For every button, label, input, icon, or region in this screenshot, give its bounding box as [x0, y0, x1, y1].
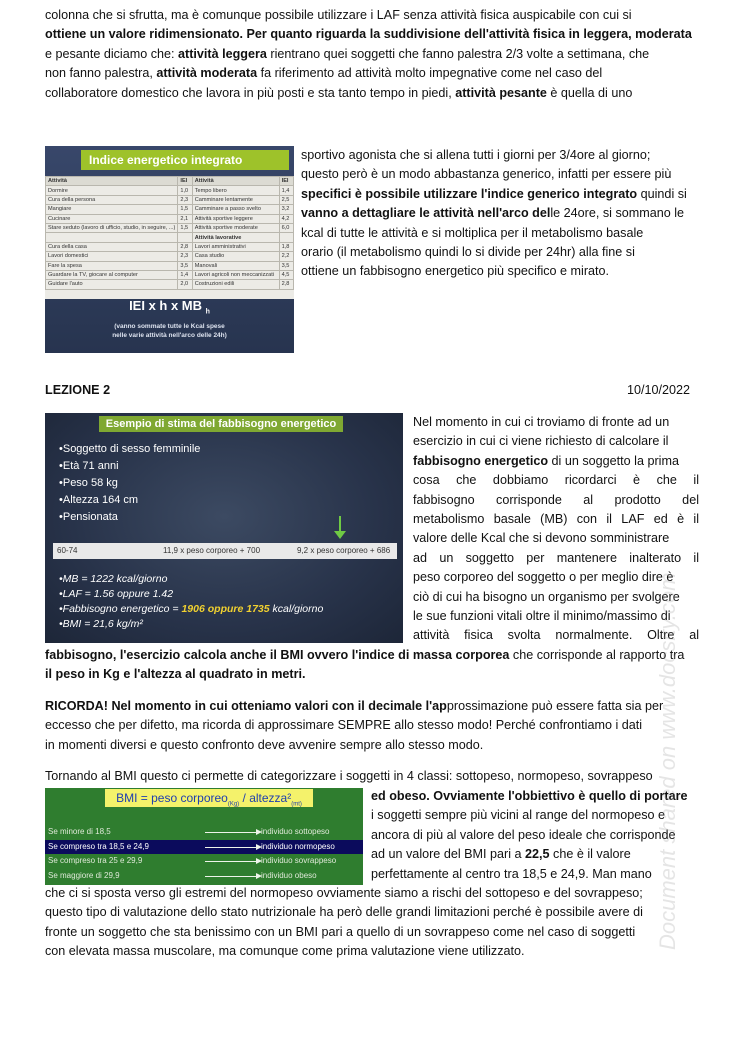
formula-bar — [53, 543, 397, 559]
lesson-title: LEZIONE 2 — [45, 383, 111, 397]
table-cell: Casa studio — [192, 252, 279, 261]
table-row — [46, 233, 294, 242]
table-cell: 2,8 — [279, 280, 293, 289]
table-row — [46, 242, 294, 251]
table-cell: 2,0 — [178, 280, 192, 289]
table-cell: 1,8 — [279, 242, 293, 251]
lesson-date: 10/10/2022 — [627, 383, 691, 397]
table-cell: 1,5 — [178, 223, 192, 232]
text-line: Tornando al BMI questo ci permette di categorizzare i soggetti in 4 classi: sottopeso, normopeso, sovrappeso — [45, 769, 653, 783]
text-line: colonna che si sfrutta, ma è comunque possibile utilizzare i LAF senza attività fisica auspicabile con cui si — [45, 8, 632, 22]
table-cell — [279, 233, 293, 242]
table-row — [46, 261, 294, 270]
table-row — [46, 223, 294, 232]
text-line: fronte un soggetto che sta benissimo con un BMI pari a quello di un sovrappeso come nel caso di soggetti — [45, 924, 636, 939]
table-cell: 2,3 — [178, 252, 192, 261]
result-bmi: •BMI = 21,6 kg/m² — [59, 618, 143, 630]
bmi-formula: BMI = peso corporeo$_{(Kg)}$ / $altezza^2_{(mt)}$ — [105, 789, 313, 807]
text-line: attività fisica svolta normalmente. Oltre al — [413, 628, 699, 643]
table-row — [46, 195, 294, 204]
text-line: fabbisogno corrisponde al prodotto del — [413, 492, 699, 507]
formula-male: 11,9 x peso corporeo + 700 — [163, 546, 261, 555]
table-row — [46, 214, 294, 223]
text-line: metabolismo basale (MB) con il LAF ed è il — [413, 512, 699, 527]
table-cell: Manovali — [192, 261, 279, 270]
text-line: ottiene un fabbisogno energetico più specifico e mirato. — [301, 264, 610, 279]
table-cell: 1,0 — [178, 186, 192, 195]
table-cell: Costruzioni edili — [192, 280, 279, 289]
table-cell: Guardare la TV, giocare al computer — [46, 270, 178, 279]
formula: IEI x h x MB $_h$ — [129, 298, 210, 316]
text-line: ancora di più al valore del peso ideale che corrisponde — [371, 827, 676, 842]
watermark: Document shared on www.docsity.com — [655, 572, 680, 950]
table-row — [46, 280, 294, 289]
table-cell: 4,5 — [279, 270, 293, 279]
text-line: vanno a dettagliare le attività nell'arco delle 24ore, si sommano le — [301, 206, 685, 221]
text-line: i soggetti sempre più vicini al range del normopeso e — [371, 808, 666, 823]
text-line: con elevata massa muscolare, ma comunque come prima valutazione viene utilizzato. — [45, 944, 525, 959]
arrow-right-icon — [205, 832, 257, 833]
text-line: perfettamente al centro tra 18,5 e 24,9. Man mano — [371, 866, 652, 881]
list-item: •Età 71 anni — [59, 460, 119, 472]
text-line: RICORDA! Nel momento in cui otteniamo valori con il decimale l'approssimazione può essere fatta sia per — [45, 699, 664, 713]
bmi-row-obeso: Se maggiore di 29,9 individuo obeso — [48, 871, 317, 880]
result-fabbisogno: •Fabbisogno energetico = 1906 oppure 1735 kcal/giorno — [59, 603, 324, 615]
text-line: fabbisogno, l'esercizio calcola anche il BMI ovvero l'indice di massa corporea che corrisponde al rapporto tra — [45, 648, 685, 662]
table-cell: Attività sportive leggere — [192, 214, 279, 223]
table-row — [46, 252, 294, 261]
table-cell: Cucinare — [46, 214, 178, 223]
table-cell: 3,2 — [279, 205, 293, 214]
table-cell: 3,5 — [279, 261, 293, 270]
table-row — [46, 186, 294, 195]
text-line: ad un soggetto per mantenere inalterato il — [413, 550, 699, 565]
paragraph-bmi-classes — [45, 767, 699, 786]
table-cell: Guidare l'auto — [46, 280, 178, 289]
text-line: Nel momento in cui ci troviamo di fronte ad un — [413, 415, 670, 429]
table-cell: Fare la spesa — [46, 261, 178, 270]
results-list — [59, 572, 323, 632]
header-cell: IEI — [279, 177, 293, 186]
table-cell: 6,0 — [279, 223, 293, 232]
table-row — [46, 205, 294, 214]
text-line: in momenti diversi e questo confronto deve avvenire sempre allo stesso modo. — [45, 737, 484, 752]
formula-female: 9,2 x peso corporeo + 686 — [297, 546, 391, 555]
paragraph-bmi-definition — [45, 646, 699, 685]
table-cell — [178, 233, 192, 242]
text-line: valore delle Kcal che si devono somministrare — [413, 531, 670, 546]
paragraph-iei — [301, 146, 699, 282]
table-cell: 1,5 — [178, 205, 192, 214]
text-line: che ci si sposta verso gli estremi del normopeso ovviamente siamo a rischi del sottopeso e del sovrappeso; — [45, 886, 643, 900]
header-cell: Attività — [192, 177, 279, 186]
age-range: 60-74 — [57, 546, 78, 555]
table-row — [46, 270, 294, 279]
text-line: ottiene un valore ridimensionato. Per quanto riguarda la suddivisione dell'attività fisica in leggera, moderata — [45, 27, 692, 42]
header-cell: IEI — [178, 177, 192, 186]
table-cell: Attività sportive moderate — [192, 223, 279, 232]
table-cell: Camminare lentamente — [192, 195, 279, 204]
table-cell: Cura della casa — [46, 242, 178, 251]
slide-bmi-table — [45, 788, 363, 885]
table-cell: 1,4 — [279, 186, 293, 195]
arrow-right-icon — [205, 847, 257, 848]
result-mb: •MB = 1222 kcal/giorno — [59, 573, 168, 585]
table-cell: Tempo libero — [192, 186, 279, 195]
text-line: non fanno palestra, attività moderata fa riferimento ad attività molto impegnative come nel caso del — [45, 66, 603, 81]
table-cell: Stare seduto (lavoro di ufficio, studio, in seguire, ...) — [46, 223, 178, 232]
header-cell: Attività — [46, 177, 178, 186]
text-line: peso corporeo del soggetto o per meglio dire è — [413, 570, 674, 585]
table-cell: 4,2 — [279, 214, 293, 223]
text-line: eccesso che per difetto, ma ricorda di approssimare SEMPRE allo stesso modo! Perché confrontiamo i dati — [45, 718, 643, 733]
list-item: •Altezza 164 cm — [59, 494, 139, 506]
slide-title: Indice energetico integrato — [81, 150, 289, 170]
activity-table — [45, 176, 294, 299]
list-item: •Pensionata — [59, 511, 118, 523]
table-cell: Lavori domestici — [46, 252, 178, 261]
arrow-head-icon — [334, 531, 346, 539]
table-cell: 2,1 — [178, 214, 192, 223]
text-line: fabbisogno energetico di un soggetto la prima — [413, 453, 679, 468]
paragraph-ricorda — [45, 697, 699, 755]
bmi-row-normopeso: Se compreso tra 18,5 e 24,9 individuo normopeso — [45, 840, 363, 854]
text-line: il peso in Kg e l'altezza al quadrato in metri. — [45, 667, 306, 682]
arrow-right-icon — [205, 876, 257, 877]
formula-block — [45, 296, 294, 340]
table-cell: 3,5 — [178, 261, 192, 270]
bmi-row-sottopeso: Se minore di 18,5 individuo sottopeso — [48, 827, 330, 836]
paragraph-intro — [45, 6, 699, 103]
text-line: esercizio in cui ci viene richiesto di calcolare il — [413, 434, 669, 449]
table-header-row — [46, 177, 294, 186]
text-line: sportivo agonista che si allena tutti i giorni per 3/4ore al giorno; — [301, 148, 651, 162]
result-laf: •LAF = 1.56 oppure 1.42 — [59, 588, 174, 600]
slide-indice-energetico — [45, 146, 294, 353]
table-cell: 2,3 — [178, 195, 192, 204]
table-cell: 2,8 — [178, 242, 192, 251]
subject-list — [59, 441, 200, 526]
slide-title: Esempio di stima del fabbisogno energetico — [99, 416, 343, 432]
text-line: questo tipo di valutazione dello stato nutrizionale ha però delle grandi limitazioni perché è possibile avere di — [45, 905, 643, 920]
text-line: orario (il metabolismo quindi lo si divide per 24hr) alla fine si — [301, 245, 635, 260]
text-line: le sue funzioni vitali oltre il minimo/massimo di — [413, 609, 671, 624]
bmi-row-sovrappeso: Se compreso tra 25 e 29,9 individuo sovrappeso — [48, 856, 337, 865]
list-item: •Peso 58 kg — [59, 477, 118, 489]
paragraph-bmi-end — [45, 884, 699, 962]
text-line: collaboratore domestico che lavora in più posti e sta tanto tempo in piedi, attività pesante è quella di uno — [45, 85, 633, 100]
text-line: ad un valore del BMI pari a 22,5 che è il valore — [371, 847, 631, 862]
list-item: •Soggetto di sesso femminile — [59, 443, 201, 455]
table-cell: 2,5 — [279, 195, 293, 204]
slide-esempio-fabbisogno — [45, 413, 403, 643]
arrow-right-icon — [205, 861, 257, 862]
text-line: ed obeso. Ovviamente l'obbiettivo è quello di portare — [371, 789, 688, 803]
text-line: e pesante diciamo che: attività leggera rientrano quei soggetti che fanno palestra 2/3 volte a settimana, che — [45, 46, 650, 61]
text-line: specifici è possibile utilizzare l'indice generico integrato quindi si — [301, 186, 687, 201]
table-cell: Camminare a passo svelto — [192, 205, 279, 214]
paragraph-bmi-right — [371, 787, 699, 884]
table-cell: Attività lavorative — [192, 233, 279, 242]
table-cell: Cura della persona — [46, 195, 178, 204]
table-cell: Lavori agricoli non meccanizzati — [192, 270, 279, 279]
table-cell: 2,2 — [279, 252, 293, 261]
table-cell: Dormire — [46, 186, 178, 195]
table-cell: 1,4 — [178, 270, 192, 279]
text-line: ciò di cui ha bisogno un organismo per svolgere — [413, 589, 680, 604]
table-cell — [46, 233, 178, 242]
text-line: kcal di tutte le attività e si moltiplica per il metabolismo basale — [301, 225, 644, 240]
formula-note: (vanno sommate tutte le Kcal spese nelle varie attività nell'arco delle 24h) — [112, 322, 227, 339]
text-line: questo però è un modo abbastanza generico, infatti per essere più — [301, 167, 672, 182]
table-cell: Lavori amministrativi — [192, 242, 279, 251]
text-line: cosa che dobbiamo ricordarci è che il — [413, 473, 699, 488]
table-cell: Mangiare — [46, 205, 178, 214]
